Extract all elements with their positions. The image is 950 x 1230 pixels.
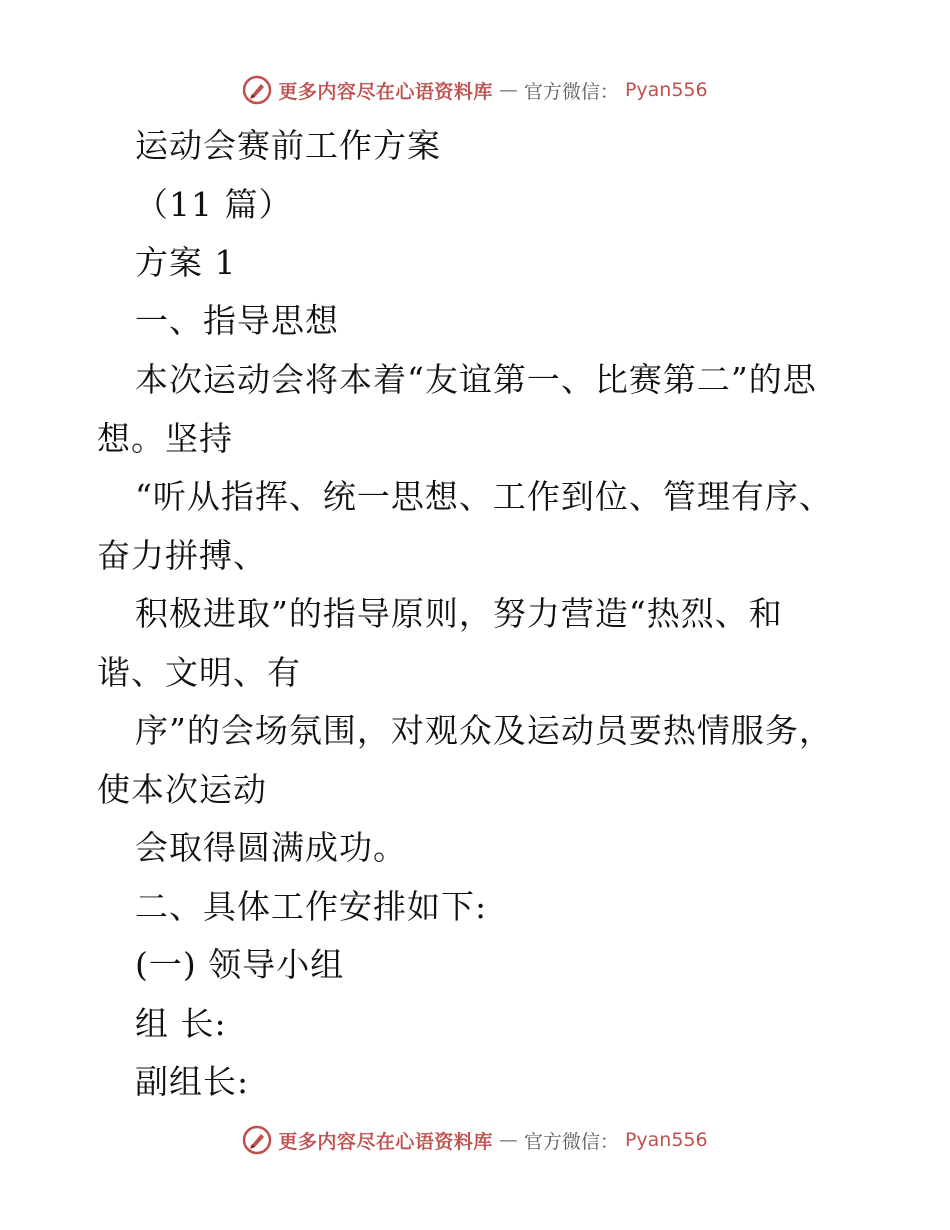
- paragraph-line: 序”的会场氛围，对观众及运动员要热情服务，: [135, 711, 833, 750]
- paragraph-line: 使本次运动: [97, 770, 267, 809]
- document-count: （11 篇）: [135, 185, 293, 224]
- pen-logo-icon: [242, 1125, 272, 1155]
- paragraph-line: 奋力拼搏、: [97, 536, 267, 575]
- watermark-brand: 更多内容尽在心语资料库: [278, 1130, 493, 1153]
- watermark-header: [0, 72, 950, 108]
- deputy-leader-field: 副组长:: [135, 1062, 250, 1101]
- subsection1-heading: (一) 领导小组: [135, 945, 345, 984]
- plan-heading: 方案 1: [135, 243, 237, 282]
- watermark-wechat-id: Pyan556: [624, 1129, 708, 1151]
- watermark-dash: —: [498, 1129, 518, 1151]
- paragraph-line: 会取得圆满成功。: [135, 828, 407, 867]
- paragraph-line: “听从指挥、统一思想、工作到位、管理有序、: [135, 477, 833, 516]
- paragraph-line: 本次运动会将本着“友谊第一、比赛第二”的思: [135, 360, 817, 399]
- watermark-label: 官方微信：: [523, 1130, 619, 1153]
- watermark-label: 官方微信：: [523, 80, 619, 103]
- watermark-wechat-id: Pyan556: [624, 79, 708, 101]
- watermark-footer: [0, 1122, 950, 1158]
- section1-heading: 一、指导思想: [135, 301, 339, 340]
- paragraph-line: 谐、文明、有: [97, 653, 301, 692]
- watermark-brand: 更多内容尽在心语资料库: [278, 80, 493, 103]
- section2-heading: 二、具体工作安排如下:: [135, 887, 488, 926]
- document-title: 运动会赛前工作方案: [135, 126, 441, 165]
- pen-logo-icon: [242, 75, 272, 105]
- paragraph-line: 想。坚持: [97, 419, 233, 458]
- paragraph-line: 积极进取”的指导原则，努力营造“热烈、和: [135, 594, 783, 633]
- watermark-dash: —: [498, 79, 518, 101]
- leader-field: 组 长:: [135, 1004, 227, 1043]
